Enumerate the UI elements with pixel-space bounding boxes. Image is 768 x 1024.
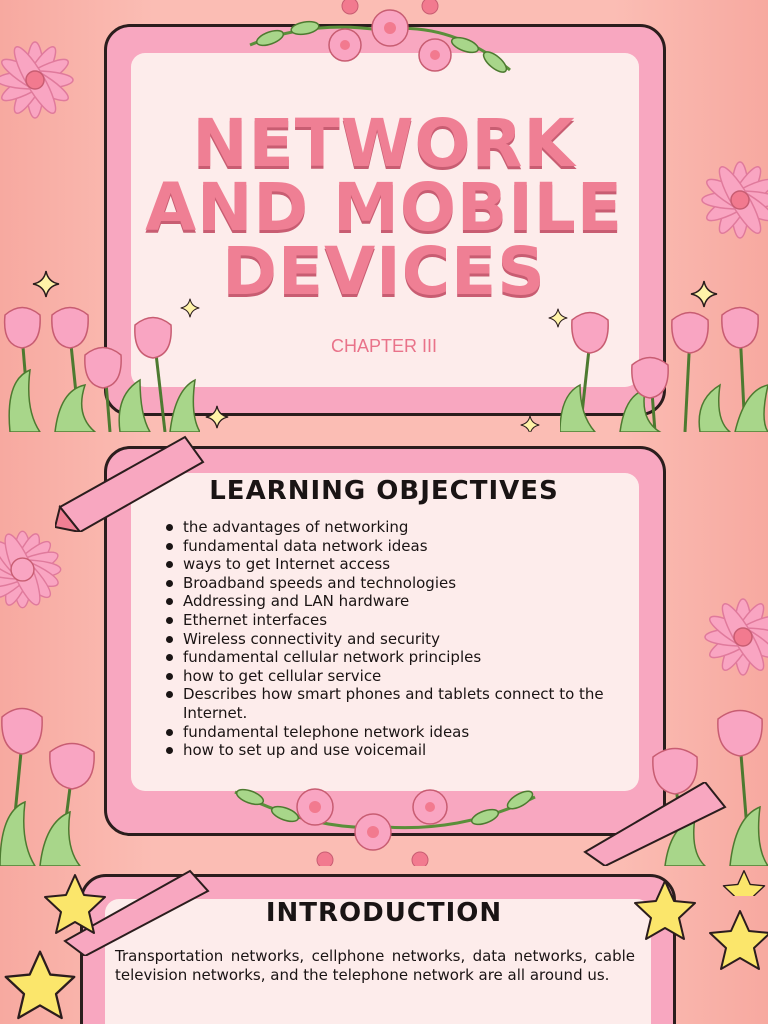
list-item: Addressing and LAN hardware: [163, 592, 643, 611]
tulip-cluster-icon: [560, 305, 768, 432]
list-item: Describes how smart phones and tablets connect to the Internet.: [163, 685, 643, 722]
list-item: ways to get Internet access: [163, 555, 643, 574]
slide-title-line-3: DEVICES: [222, 233, 546, 310]
list-item: fundamental cellular network principles: [163, 648, 643, 667]
slide-title-line-1: NETWORK: [192, 105, 576, 182]
list-item: Wireless connectivity and security: [163, 630, 643, 649]
sparkle-icon: [32, 270, 60, 298]
sparkle-icon: [205, 405, 229, 429]
list-item: fundamental data network ideas: [163, 537, 643, 556]
ribbon-icon: [580, 782, 730, 866]
star-icon: [0, 946, 80, 1024]
slide-title-line-2: AND MOBILE: [145, 169, 623, 246]
tulip-cluster-icon: [0, 300, 200, 432]
tulip-cluster-icon: [0, 702, 110, 866]
title-slide: [0, 0, 768, 432]
list-item: Ethernet interfaces: [163, 611, 643, 630]
chapter-subtitle: CHAPTER III: [330, 336, 437, 356]
star-icon: [720, 866, 768, 896]
introduction-heading: INTRODUCTION: [265, 898, 503, 928]
list-item: how to set up and use voicemail: [163, 741, 643, 760]
introduction-slide: [0, 866, 768, 1024]
sparkle-icon: [690, 280, 718, 308]
floral-garland-icon: [240, 0, 520, 90]
objectives-list: [163, 518, 643, 760]
list-item: fundamental telephone network ideas: [163, 723, 643, 742]
daisy-flower-icon: [688, 582, 768, 692]
list-item: Broadband speeds and technologies: [163, 574, 643, 593]
objectives-slide: [0, 432, 768, 866]
floral-garland-icon: [225, 772, 545, 866]
daisy-flower-icon: [0, 517, 75, 622]
list-item: how to get cellular service: [163, 667, 643, 686]
introduction-paragraph: Transportation networks, cellphone networks, data networks, cable television networks, and the telephone network are all around us.: [115, 947, 635, 984]
objectives-heading: LEARNING OBJECTIVES: [209, 476, 559, 506]
sparkle-icon: [520, 415, 540, 432]
list-item: the advantages of networking: [163, 518, 643, 537]
